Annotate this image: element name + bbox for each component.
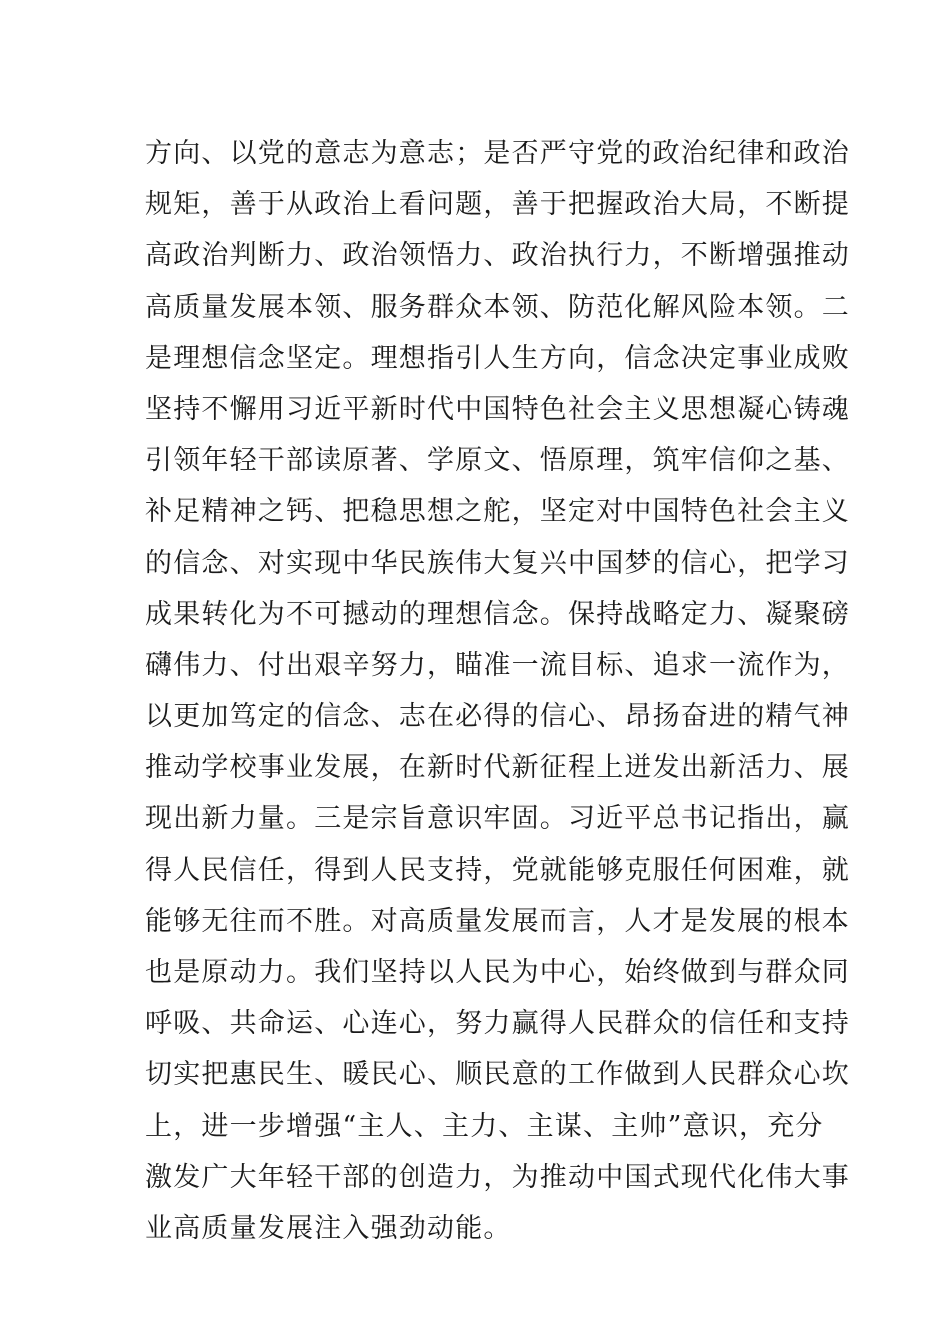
text-line: 推动学校事业发展，在新时代新征程上迸发出新活力、展 bbox=[145, 752, 850, 784]
text-line: 切实把惠民生、暖民心、顺民意的工作做到人民群众心坎 bbox=[145, 1059, 850, 1091]
text-line: 高政治判断力、政治领悟力、政治执行力，不断增强推动 bbox=[145, 240, 850, 272]
text-line: 业高质量发展注入强劲动能。 bbox=[145, 1212, 512, 1244]
text-line: 激发广大年轻干部的创造力，为推动中国式现代化伟大事 bbox=[145, 1161, 850, 1193]
text-line: 补足精神之钙、把稳思想之舵，坚定对中国特色社会主义 bbox=[145, 496, 850, 528]
text-line: 礴伟力、付出艰辛努力，瞄准一流目标、追求一流作为， bbox=[145, 649, 850, 681]
text-line: 的信念、对实现中华民族伟大复兴中国梦的信心，把学习 bbox=[145, 547, 850, 579]
text-line: 是理想信念坚定。理想指引人生方向，信念决定事业成败 bbox=[145, 342, 850, 374]
text-line: 上，进一步增强“主人、主力、主谋、主帅”意识，充分 bbox=[145, 1110, 824, 1142]
text-line: 引领年轻干部读原著、学原文、悟原理，筑牢信仰之基、 bbox=[145, 445, 850, 477]
text-line: 现出新力量。三是宗旨意识牢固。习近平总书记指出，赢 bbox=[145, 803, 850, 835]
text-line: 呼吸、共命运、心连心，努力赢得人民群众的信任和支持 bbox=[145, 1008, 850, 1040]
text-line: 规矩，善于从政治上看问题，善于把握政治大局，不断提 bbox=[145, 189, 850, 221]
text-line: 高质量发展本领、服务群众本领、防范化解风险本领。二 bbox=[145, 291, 850, 323]
text-line: 能够无往而不胜。对高质量发展而言，人才是发展的根本 bbox=[145, 905, 850, 937]
text-line: 坚持不懈用习近平新时代中国特色社会主义思想凝心铸魂 bbox=[145, 393, 850, 425]
text-line: 方向、以党的意志为意志；是否严守党的政治纪律和政治 bbox=[145, 138, 850, 169]
text-line: 成果转化为不可撼动的理想信念。保持战略定力、凝聚磅 bbox=[145, 598, 850, 630]
text-line: 也是原动力。我们坚持以人民为中心，始终做到与群众同 bbox=[145, 957, 850, 988]
text-line: 得人民信任，得到人民支持，党就能够克服任何困难，就 bbox=[145, 854, 850, 886]
body-text bbox=[145, 128, 850, 1254]
text-line: 以更加笃定的信念、志在必得的信心、昂扬奋进的精气神 bbox=[145, 701, 850, 733]
